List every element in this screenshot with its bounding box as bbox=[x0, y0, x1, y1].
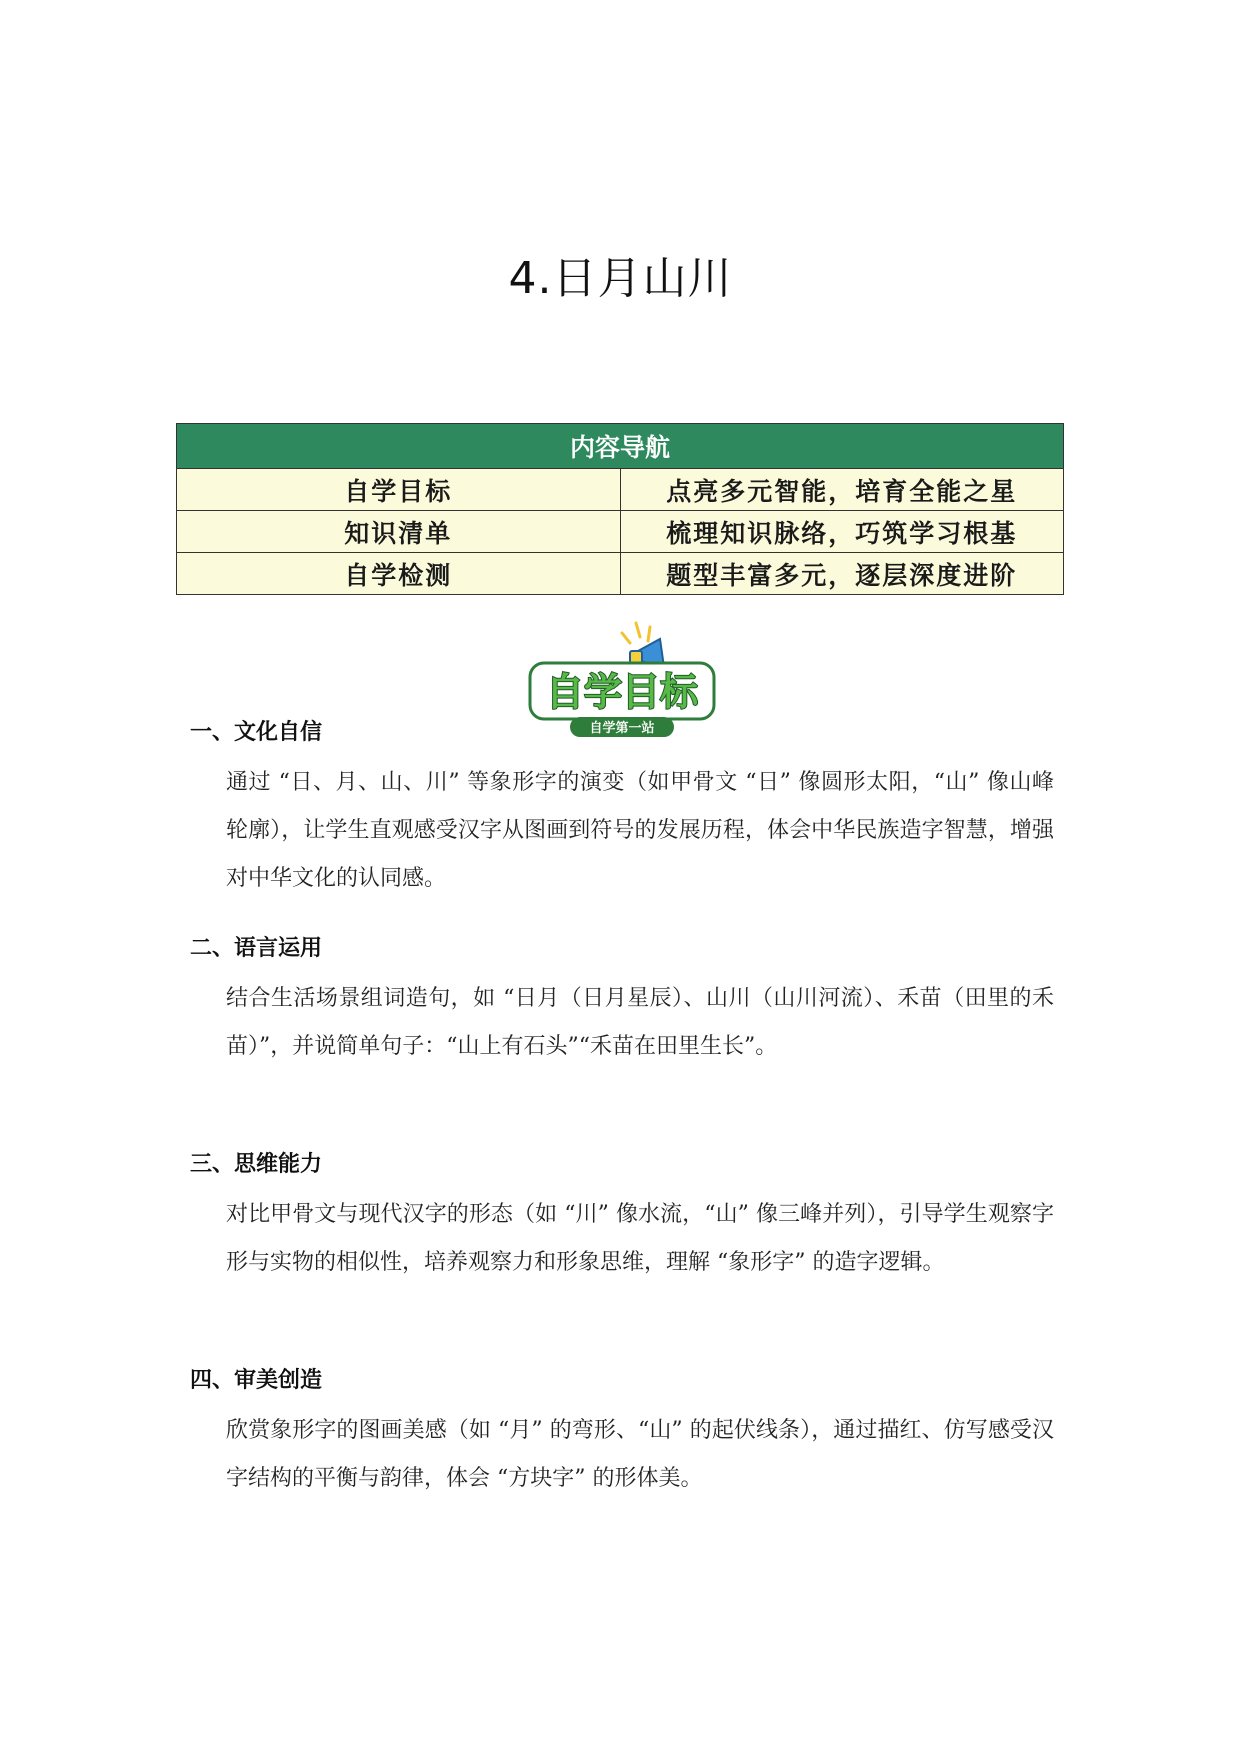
nav-row-desc: 点亮多元智能，培育全能之星 bbox=[620, 469, 1064, 511]
nav-row-desc: 题型丰富多元，逐层深度进阶 bbox=[620, 553, 1064, 595]
badge-sub-text: 自学第一站 bbox=[589, 721, 655, 736]
nav-row-desc: 梳理知识脉络，巧筑学习根基 bbox=[620, 511, 1064, 553]
nav-row bbox=[177, 553, 1064, 595]
sparkle-icon bbox=[622, 623, 650, 643]
nav-row-label: 知识清单 bbox=[177, 511, 621, 553]
nav-row-label: 自学目标 bbox=[177, 469, 621, 511]
nav-row bbox=[177, 469, 1064, 511]
section-paragraph: 结合生活场景组词造句，如 “日月（日月星辰）、山川（山川河流）、禾苗（田里的禾苗）”，并说简单句子：“山上有石头”“禾苗在田里生长”。 bbox=[226, 986, 1054, 1059]
section-heading: 一、文化自信 bbox=[190, 720, 323, 745]
content-navigation-table bbox=[176, 423, 1064, 595]
nav-header: 内容导航 bbox=[177, 424, 1064, 469]
badge-main-text: 自学目标 bbox=[545, 670, 699, 714]
section-heading: 三、思维能力 bbox=[190, 1152, 323, 1177]
section-paragraph: 对比甲骨文与现代汉字的形态（如 “川” 像水流，“山” 像三峰并列），引导学生观察字形与实物的相似性，培养观察力和形象思维，理解 “象形字” 的造字逻辑。 bbox=[226, 1202, 1054, 1275]
section-heading: 四、审美创造 bbox=[190, 1368, 323, 1393]
section-paragraph: 欣赏象形字的图画美感（如 “月” 的弯形、“山” 的起伏线条），通过描红、仿写感受汉字结构的平衡与韵律，体会 “方块字” 的形体美。 bbox=[226, 1418, 1054, 1491]
self-study-goal-badge bbox=[524, 617, 720, 740]
section-heading: 二、语言运用 bbox=[190, 936, 323, 961]
page-title: 4.日月山川 bbox=[508, 253, 733, 304]
section-paragraph: 通过 “日、月、山、川” 等象形字的演变（如甲骨文 “日” 像圆形太阳，“山” 像山峰轮廓），让学生直观感受汉字从图画到符号的发展历程，体会中华民族造字智慧，增强对中华文化的认同感。 bbox=[226, 770, 1054, 891]
nav-row-label: 自学检测 bbox=[177, 553, 621, 595]
nav-row bbox=[177, 511, 1064, 553]
